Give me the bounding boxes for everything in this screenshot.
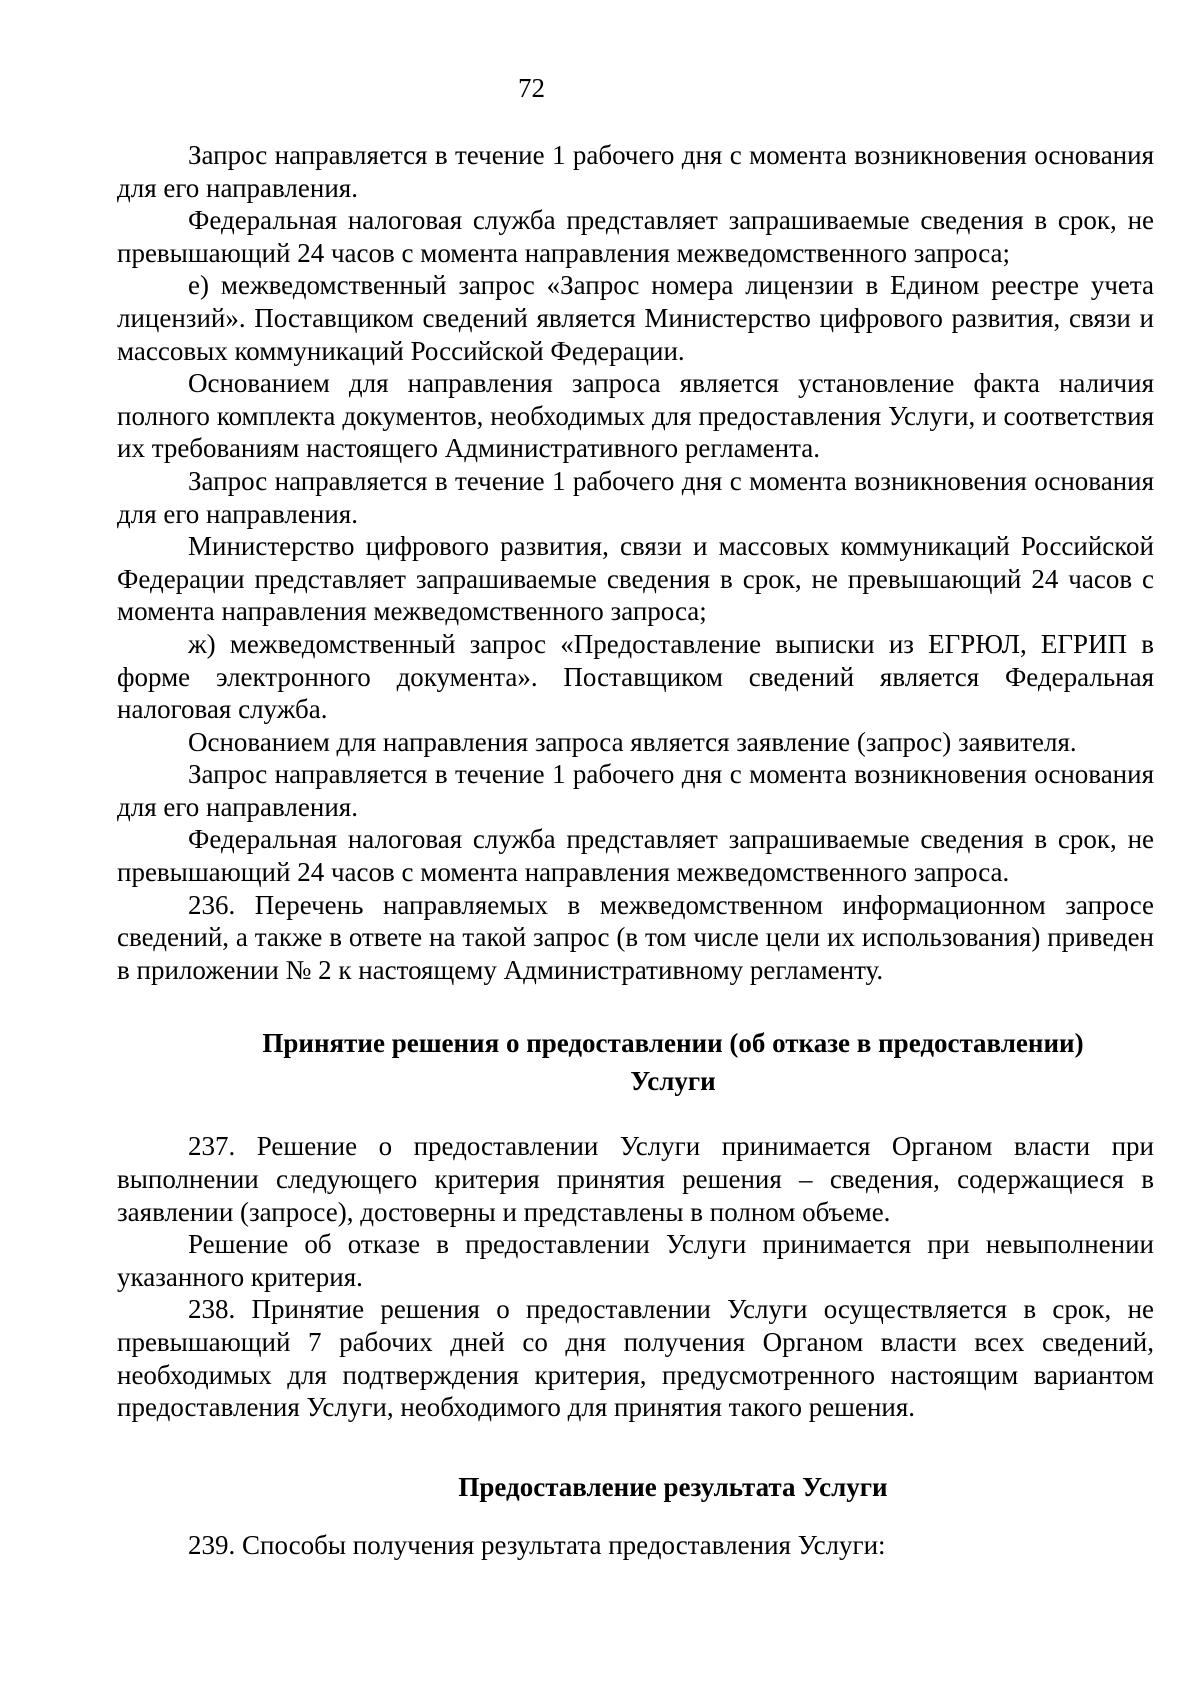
- paragraph: Запрос направляется в течение 1 рабочего дня с момента возникновения основания для его направления.: [117, 140, 1154, 203]
- paragraph: Основанием для направления запроса является установление факта наличия полного комплекта документов, необходимых для предоставления Услуги, и соответствия их требованиям настоящего Административного регламента.: [117, 368, 1154, 464]
- heading-line-1: Принятие решения о предоставлении (об отказе в предоставлении): [262, 1028, 1084, 1059]
- section-heading-result: Предоставление результата Услуги: [458, 1471, 888, 1502]
- paragraph: 238. Принятие решения о предоставлении Услуги осуществляется в срок, не превышающий 7 рабочих дней со дня получения Органом власти всех сведений, необходимых для подтверждения критерия, предусмотренного настоящим вариантом предоставления Услуги, необходимого для принятия такого решения.: [117, 1294, 1154, 1423]
- document-body: [117, 139, 1154, 1561]
- section-heading-decision: [117, 1024, 1154, 1100]
- paragraph: е) межведомственный запрос «Запрос номера лицензии в Едином реестре учета лицензий». Поставщиком сведений является Министерство цифрового развития, связи и массовых коммуникаций Российской Федерации.: [117, 270, 1154, 366]
- paragraph: Решение об отказе в предоставлении Услуги принимается при невыполнении указанного критерия.: [117, 1229, 1154, 1292]
- heading-line-2: Услуги: [630, 1066, 716, 1097]
- paragraph: 236. Перечень направляемых в межведомственном информационном запросе сведений, а также в ответе на такой запрос (в том числе цели их использования) приведен в приложении № 2 к настоящему Административному регламенту.: [117, 889, 1154, 985]
- paragraph: Основанием для направления запроса является заявление (запрос) заявителя.: [188, 726, 1077, 757]
- paragraph: 237. Решение о предоставлении Услуги принимается Органом власти при выполнении следующего критерия принятия решения – сведения, содержащиеся в заявлении (запросе), достоверны и представлены в полном объеме.: [117, 1131, 1154, 1227]
- paragraph: Федеральная налоговая служба представляет запрашиваемые сведения в срок, не превышающий 24 часов с момента направления межведомственного запроса;: [117, 205, 1154, 268]
- paragraph: Запрос направляется в течение 1 рабочего дня с момента возникновения основания для его направления.: [117, 465, 1154, 529]
- paragraph: 239. Способы получения результата предоставления Услуги:: [188, 1529, 886, 1560]
- paragraph: Запрос направляется в течение 1 рабочего дня с момента возникновения основания для его направления.: [117, 759, 1154, 822]
- paragraph: Федеральная налоговая служба представляет запрашиваемые сведения в срок, не превышающий 24 часов с момента направления межведомственного запроса.: [117, 824, 1154, 888]
- paragraph: Министерство цифрового развития, связи и массовых коммуникаций Российской Федерации представляет запрашиваемые сведения в срок, не превышающий 24 часов с момента направления межведомственного запроса;: [117, 531, 1154, 627]
- page-number: 72: [518, 73, 545, 103]
- paragraph: ж) межведомственный запрос «Предоставление выписки из ЕГРЮЛ, ЕГРИП в форме электронного документа». Поставщиком сведений является Федеральная налоговая служба.: [117, 628, 1154, 725]
